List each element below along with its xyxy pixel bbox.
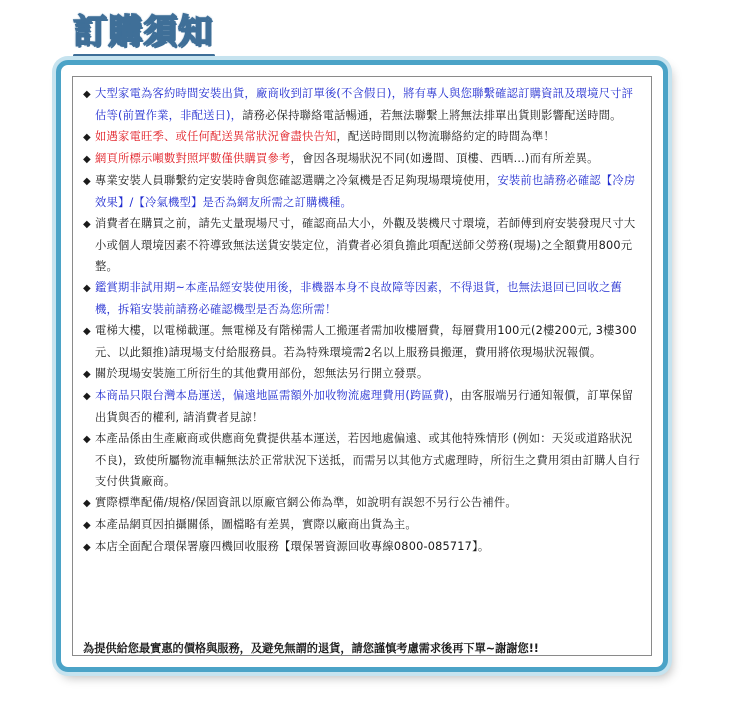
notice-list [83,83,643,558]
notice-item [83,148,643,170]
notice-item [83,213,643,277]
diamond-bullet-icon: ◆ [83,219,91,230]
notice-item-text: 請務必保持聯絡電話暢通，若無法聯繫上將無法排單出貨則影響配送時間。 [242,109,622,122]
notice-item [83,83,643,126]
notice-item [83,428,643,492]
diamond-bullet-icon: ◆ [83,520,91,531]
diamond-bullet-icon: ◆ [83,498,91,509]
notice-item-text: 關於現場安裝施工所衍生的其他費用部份，恕無法另行開立發票。 [95,367,429,380]
diamond-bullet-icon: ◆ [83,176,91,187]
notice-inner-border [72,76,652,656]
notice-item [83,320,643,363]
notice-item-text: ，配送時間則以物流聯絡約定的時間為準！ [336,130,555,143]
diamond-bullet-icon: ◆ [83,391,91,402]
notice-item-text: 大型家電為客約時間安裝出貨，廠商收到訂單後(不含假日)，將有專人與您聯繫確認訂購資訊及環境尺寸評估等(前置作業，非配送日)， [95,87,634,122]
notice-item-text: ，會因各現場狀況不同(如邊間、頂樓、西晒…)而有所差異。 [290,152,599,165]
notice-frame [56,60,668,672]
notice-item-text: 如遇家電旺季、或任何配送異常狀況會盡快告知 [95,130,337,143]
diamond-bullet-icon: ◆ [83,132,91,143]
diamond-bullet-icon: ◆ [83,434,91,445]
notice-item [83,126,643,148]
notice-item [83,170,643,213]
notice-item-text: 本店全面配合環保署廢四機回收服務【環保署資源回收專線0800-085717】。 [95,540,490,553]
diamond-bullet-icon: ◆ [83,154,91,165]
notice-item-text: 鑑賞期非試用期~本產品經安裝使用後，非機器本身不良故障等因素，不得退貨，也無法退回已回收之舊機，拆箱安裝前請務必確認機型是否為您所需！ [95,281,623,316]
notice-item-text: 本產品網頁因拍攝關係，圖檔略有差異，實際以廠商出貨為主。 [95,518,417,531]
notice-item-text: 本商品只限台灣本島運送，偏遠地區需額外加收物流處理費用(跨區費) [95,389,450,402]
notice-item-text: 專業安裝人員聯繫約定安裝時會與您確認選購之冷氣機是否足夠現場環境使用， [95,174,498,187]
page-title: 訂購須知 [73,12,213,52]
notice-item [83,363,643,385]
notice-item-text: 實際標準配備/規格/保固資訊以原廠官網公佈為準，如說明有誤恕不另行公告補件。 [95,496,517,509]
notice-item-text: 電梯大樓，以電梯載運。無電梯及有階梯需人工搬運者需加收樓層費，每層費用100元(2樓200元, 3樓300元、以此類推)請現場支付給服務員。若為特殊環境需2名以上服務員搬運，費用將依現場狀況報價。 [95,324,637,359]
diamond-bullet-icon: ◆ [83,326,91,337]
notice-item [83,536,643,558]
notice-item-text: 消費者在購買之前，請先丈量現場尺寸，確認商品大小，外觀及裝機尺寸環境，若師傅到府安裝發現尺寸大小或個人環境因素不符導致無法送貨安裝定位，消費者必須負擔此項配送師父勞務(現場)之全額費用800元整。 [95,217,636,273]
diamond-bullet-icon: ◆ [83,89,91,100]
notice-item-text: ，由客服端另行通知報價，訂單保留出貨與否的權利, 請消費者見諒！ [95,389,634,424]
page-title-container [73,10,213,54]
notice-item [83,514,643,536]
notice-item-text: 網頁所標示噸數對照坪數僅供購買參考 [95,152,291,165]
diamond-bullet-icon: ◆ [83,542,91,553]
notice-item-text: 本產品係由生產廠商或供應商免費提供基本運送，若因地處偏遠、或其他特殊情形 (例如：天災或道路狀況不良)，致使所屬物流車輛無法於正常狀況下送抵，而需另以其他方式處理時，所衍生之費用須由訂購人自行支付供貨廠商。 [95,432,640,488]
notice-item [83,385,643,428]
notice-footer: 為提供給您最實惠的價格與服務，及避免無謂的退貨，請您謹慎考慮需求後再下單~謝謝您!! [83,642,539,655]
notice-item-text: 安裝前也請務必確認【冷房效果】/【冷氣機型】是否為網友所需之訂購機種。 [95,174,636,209]
notice-item [83,277,643,320]
diamond-bullet-icon: ◆ [83,369,91,380]
notice-item [83,492,643,514]
title-underline [73,54,215,57]
diamond-bullet-icon: ◆ [83,283,91,294]
